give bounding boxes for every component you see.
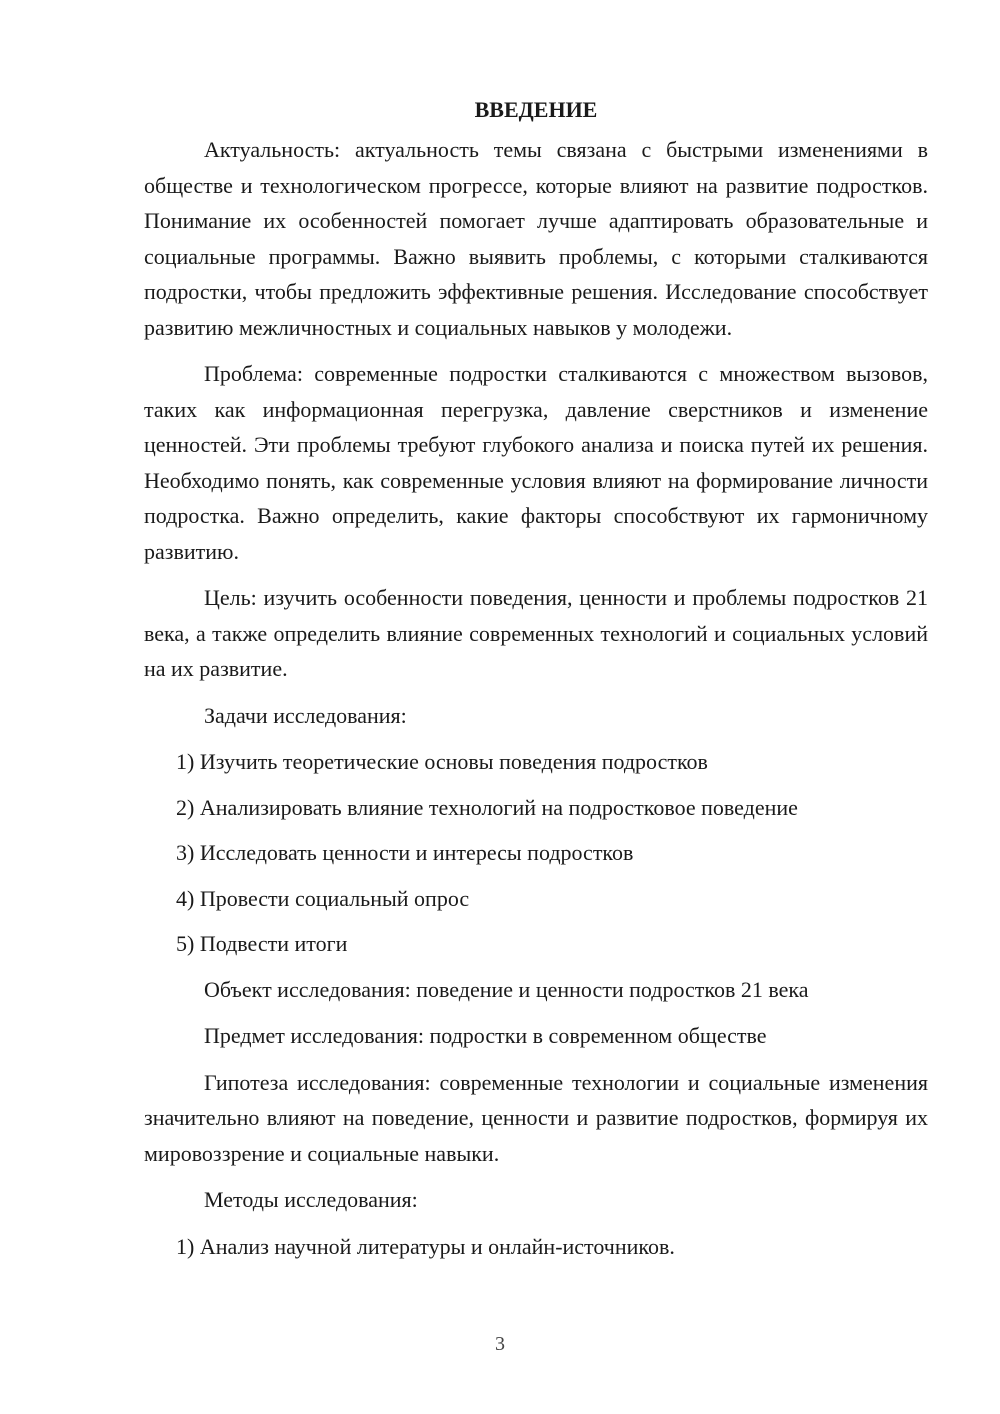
subject-paragraph: Предмет исследования: подростки в современном обществе (204, 1023, 767, 1048)
task-item: 3) Исследовать ценности и интересы подростков (176, 840, 634, 865)
document-page (144, 92, 928, 1274)
method-item: 1) Анализ научной литературы и онлайн-источников. (176, 1233, 675, 1259)
methods-heading: Методы исследования: (204, 1187, 418, 1212)
task-item: 2) Анализировать влияние технологий на подростковое поведение (176, 794, 798, 820)
task-item: 4) Провести социальный опрос (176, 885, 470, 911)
section-title: ВВЕДЕНИЕ (474, 97, 598, 122)
task-item: 1) Изучить теоретические основы поведения подростков (176, 749, 708, 774)
problem-paragraph: Проблема: современные подростки сталкиваются с множеством вызовов, таких как информационная перегрузка, давление сверстников и изменение ценностей. Эти проблемы требуют глубокого анализа и поиска путей их решения. Необходимо понять, как современные условия влияют на формирование личности подростка. Важно определить, какие факторы способствуют их гармоничному развитию. (144, 361, 928, 564)
object-paragraph: Объект исследования: поведение и ценности подростков 21 века (204, 976, 809, 1002)
task-item: 5) Подвести итоги (176, 931, 348, 956)
hypothesis-paragraph: Гипотеза исследования: современные технологии и социальные изменения значительно влияют на поведение, ценности и развитие подростков, формируя их мировоззрение и социальные навыки. (144, 1069, 928, 1166)
tasks-heading: Задачи исследования: (204, 702, 407, 728)
goal-paragraph: Цель: изучить особенности поведения, ценности и проблемы подростков 21 века, а также определить влияние современных технологий и социальных условий на их развитие. (144, 585, 928, 681)
page-number: 3 (495, 1333, 505, 1355)
relevance-paragraph: Актуальность: актуальность темы связана с быстрыми изменениями в обществе и технологическом прогрессе, которые влияют на развитие подростков. Понимание их особенностей помогает лучше адаптировать образовательные и социальные программы. Важно выявить проблемы, с которыми сталкиваются подростки, чтобы предложить эффективные решения. Исследование способствует развитию межличностных и социальных навыков у молодежи. (144, 137, 928, 340)
